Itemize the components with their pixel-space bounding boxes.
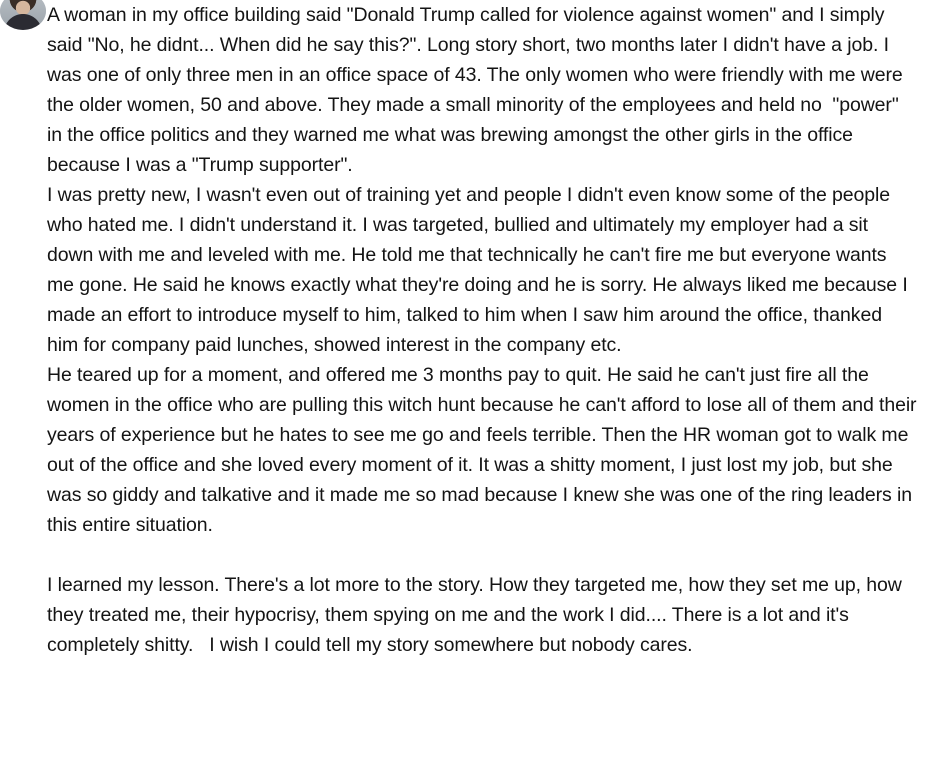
paragraph-1: A woman in my office building said "Donald Trump called for violence against women" and I simply said "No, he didnt... When did he say this?". Long story short, two months later I didn't have a job. I was one of only three men in an office space of 43. The only women who were friendly with me were the older women, 50 and above. They made a small minority of the employees and held no "power" in the office politics and they warned me what was brewing amongst the other girls in the office because I was a "Trump supporter". bbox=[47, 4, 908, 176]
paragraph-4: I learned my lesson. There's a lot more to the story. How they targeted me, how they set me up, how they treated me, their hypocrisy, them spying on me and the work I did.... There is a lot and it's completely shitty. I wish I could tell my story somewhere but nobody cares. bbox=[47, 574, 908, 656]
paragraph-3: He teared up for a moment, and offered me 3 months pay to quit. He said he can't just fire all the women in the office who are pulling this witch hunt because he can't afford to lose all of them and their years of experience but he hates to see me go and feels terrible. Then the HR woman got to walk me out of the office and she loved every moment of it. It was a shitty moment, I just lost my job, but she was so giddy and talkative and it made me so mad because I knew she was one of the ring leaders in this entire situation. bbox=[47, 364, 922, 536]
comment-body bbox=[47, 0, 930, 660]
avatar-column bbox=[0, 0, 47, 30]
avatar[interactable] bbox=[0, 0, 46, 30]
comment-text bbox=[47, 0, 922, 660]
user-avatar-photo-icon bbox=[0, 0, 46, 30]
paragraph-2: I was pretty new, I wasn't even out of training yet and people I didn't even know some of the people who hated me. I didn't understand it. I was targeted, bullied and ultimately my employer had a sit down with me and leveled with me. He told me that technically he can't fire me but everyone wants me gone. He said he knows exactly what they're doing and he is sorry. He always liked me because I made an effort to introduce myself to him, talked to him when I saw him around the office, thanked him for company paid lunches, showed interest in the company etc. bbox=[47, 184, 914, 356]
